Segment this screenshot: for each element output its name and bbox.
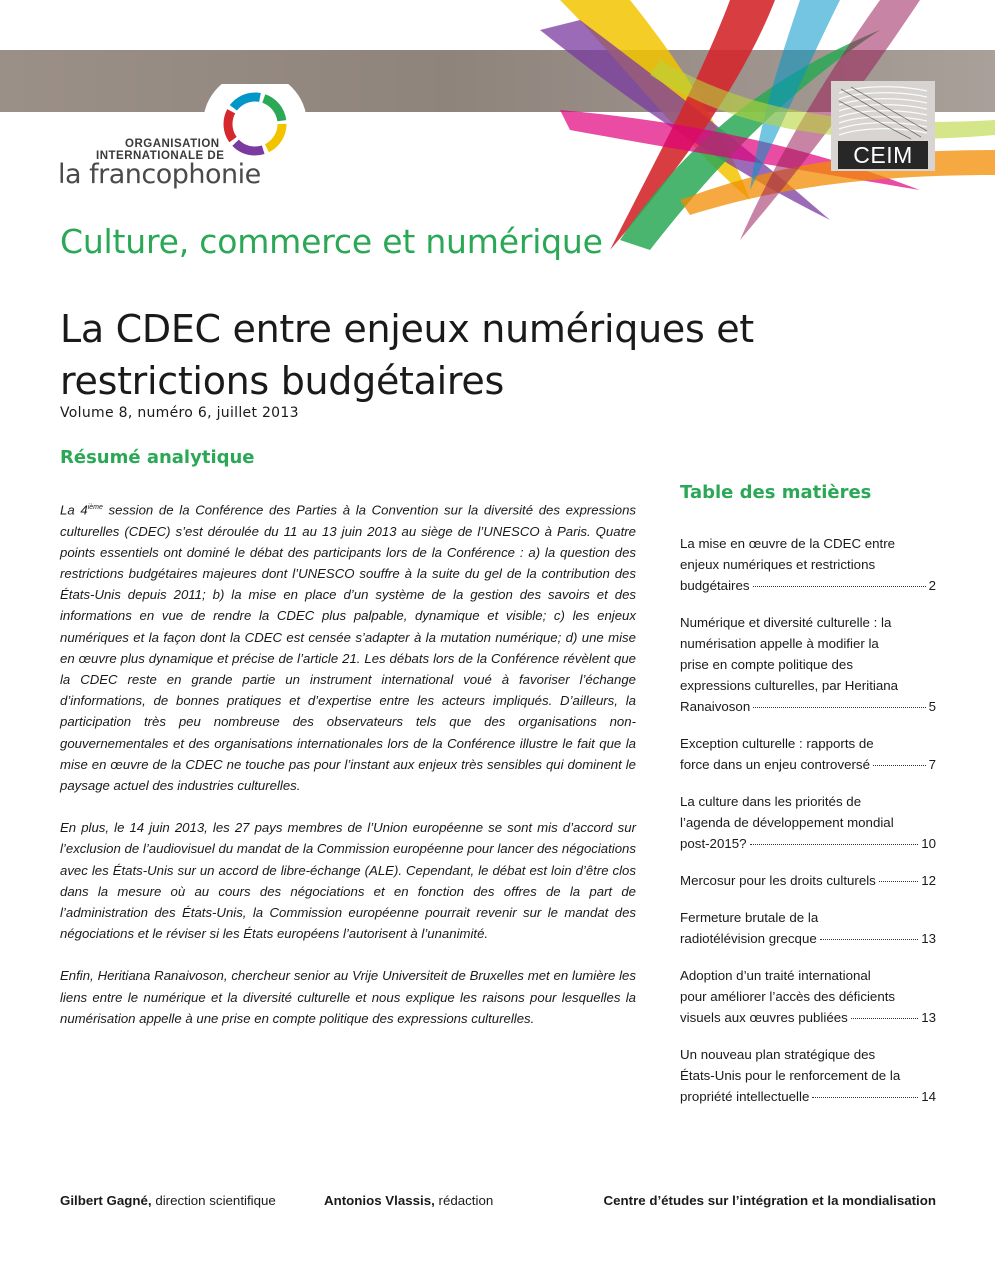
summary-body: [60, 497, 636, 1050]
toc-item-line: expressions culturelles, par Heritiana: [680, 678, 899, 693]
footer-organization: Centre d’études sur l’intégration et la mondialisation: [603, 1193, 936, 1208]
toc-item-line: Adoption d’un traité international: [680, 968, 871, 983]
toc-item-title-end: radiotélévision grecque: [680, 931, 817, 946]
toc-leader-dots: [820, 939, 918, 940]
toc-page-number: 12: [921, 873, 936, 888]
toc-item-title-end: force dans un enjeu controversé: [680, 757, 870, 772]
toc-item-line: La mise en œuvre de la CDEC entre: [680, 536, 896, 551]
toc-page-number: 13: [921, 1010, 936, 1025]
toc-item-line: enjeux numériques et restrictions: [680, 557, 876, 572]
toc-item-title-end: propriété intellectuelle: [680, 1089, 810, 1104]
toc-item-line: numérisation appelle à modifier la: [680, 636, 879, 651]
toc-leader-dots: [812, 1097, 918, 1098]
toc-item-last-line: [680, 928, 936, 949]
toc-item-last-line: [680, 696, 936, 717]
toc-page-number: 2: [928, 578, 936, 593]
toc-item-title-end: budgétaires: [680, 578, 750, 593]
ceim-logo-label: CEIM: [838, 141, 928, 169]
toc-leader-dots: [851, 1018, 918, 1019]
toc-item[interactable]: [680, 533, 936, 596]
oif-logo-brand: la francophonie: [58, 159, 261, 190]
footer: [60, 1193, 936, 1213]
footer-director-name: Gilbert Gagné,: [60, 1193, 152, 1208]
toc-item[interactable]: [680, 907, 936, 949]
toc-item-title-end: Ranaivoson: [680, 699, 751, 714]
toc-page-number: 10: [921, 836, 936, 851]
toc-leader-dots: [873, 765, 926, 766]
kicker-heading: Culture, commerce et numérique: [60, 222, 603, 261]
toc-item-line: États-Unis pour le renforcement de la: [680, 1068, 901, 1083]
toc-item[interactable]: [680, 791, 936, 854]
toc-list: [680, 533, 936, 1107]
toc-leader-dots: [753, 707, 925, 708]
summary-p1-sup: ième: [87, 504, 103, 511]
toc-item-line: l’agenda de développement mondial: [680, 815, 894, 830]
toc-page-number: 13: [921, 931, 936, 946]
footer-editor-role: rédaction: [434, 1193, 494, 1208]
toc-leader-dots: [750, 844, 919, 845]
toc-item-last-line: [680, 754, 936, 775]
ceim-logo: [831, 81, 935, 171]
toc-item[interactable]: [680, 965, 936, 1028]
toc-item-line: Exception culturelle : rapports de: [680, 736, 874, 751]
toc-leader-dots: [879, 881, 918, 882]
toc-item-last-line: [680, 1007, 936, 1028]
toc-item-last-line: [680, 575, 936, 596]
summary-paragraph-1: [60, 497, 636, 796]
toc-item-title-end: visuels aux œuvres publiées: [680, 1010, 848, 1025]
toc-item[interactable]: [680, 733, 936, 775]
toc-item-line: pour améliorer l’accès des déficients: [680, 989, 896, 1004]
ceim-pattern-graphic: [831, 81, 935, 141]
footer-editor-name: Antonios Vlassis,: [324, 1193, 435, 1208]
footer-editor: [324, 1193, 493, 1208]
toc-item-line: prise en compte politique des: [680, 657, 853, 672]
toc-item-line: Fermeture brutale de la: [680, 910, 819, 925]
oif-logo-line2: INTERNATIONALE DE: [96, 150, 225, 162]
toc-leader-dots: [753, 586, 926, 587]
summary-p1-rest: session de la Conférence des Parties à la Convention sur la diversité des expressions culturelles (CDEC) s’est déroulée du 11 au 13 juin 2013 au siège de l’UNESCO à Paris. Quatre points essentiels ont dominé le débat des participants lors de la Conférence : a) la question des restrictions budgétaires majeures dont l’UNESCO souffre à la suite du gel de la contribution des États-Unis depuis 2011; b) la mise en place d’un système de la gestion des savoirs et des informations en vue de rendre la CDEC plus palpable, dynamique et visible; c) les enjeux numériques et la façon dont la CDEC est censée s’adapter à la mutation numérique; d) une mise en œuvre plus dynamique et précise de l’article 21. Les débats lors de la Conférence révèlent que la CDEC reste en grande partie un instrument international voué à favoriser l’échange d’informations, de bonnes pratiques et d’expertise entre les acteurs impliqués. D’ailleurs, la participation très peu nombreuse des observateurs tels que des organisations non-gouvernementales et des organisations internationales lors de la Conférence illustre le fait que la mise en œuvre de la CDEC ne touche pas pour l’instant aux enjeux très sensibles qui dominent le paysage actuel des industries culturelles.: [60, 502, 637, 794]
toc-item-last-line: [680, 870, 936, 891]
summary-paragraph-2: En plus, le 14 juin 2013, les 27 pays membres de l’Union européenne se sont mis d’accord sur l’exclusion de l’audiovisuel du mandat de la Commission européenne pour lancer des négociations avec les États-Unis sur un accord de libre-échange (ALE). Cependant, le débat est loin d’être clos dans la mesure où au cours des négociations et en fonction des offres de la part de l’administration des États-Unis, la Commission européenne pourrait revenir sur le mandat des négociations et le réviser si les États européens l’autorisent à l’unanimité.: [60, 820, 636, 942]
toc-page-number: 5: [928, 699, 936, 714]
toc-item-title-end: Mercosur pour les droits culturels: [680, 873, 876, 888]
toc-item-line: La culture dans les priorités de: [680, 794, 862, 809]
volume-info: Volume 8, numéro 6, juillet 2013: [60, 405, 299, 421]
footer-director: [60, 1193, 276, 1208]
toc-heading: Table des matières: [680, 482, 872, 503]
page-title: La CDEC entre enjeux numériques et restrictions budgétaires: [60, 307, 754, 403]
toc-item-line: Un nouveau plan stratégique des: [680, 1047, 876, 1062]
footer-director-role: direction scientifique: [151, 1193, 276, 1208]
oif-logo-line1: ORGANISATION: [125, 138, 220, 150]
toc-page-number: 7: [928, 757, 936, 772]
summary-p1-start: La 4: [60, 502, 88, 518]
toc-item-title-end: post-2015?: [680, 836, 747, 851]
summary-heading: Résumé analytique: [60, 447, 255, 468]
toc-item[interactable]: [680, 870, 936, 891]
oif-logo: [58, 84, 308, 194]
table-of-contents: [680, 482, 936, 1123]
toc-item[interactable]: [680, 1044, 936, 1107]
toc-item-last-line: [680, 833, 936, 854]
toc-item-last-line: [680, 1086, 936, 1107]
summary-paragraph-3: Enfin, Heritiana Ranaivoson, chercheur senior au Vrije Universiteit de Bruxelles met en lumière les liens entre le numérique et la diversité culturelle et nous explique les raisons pour lesquelles la numérisation appelle à une prise en compte politique des expressions culturelles.: [60, 968, 636, 1026]
toc-item[interactable]: [680, 612, 936, 717]
toc-page-number: 14: [921, 1089, 936, 1104]
toc-item-line: Numérique et diversité culturelle : la: [680, 615, 892, 630]
